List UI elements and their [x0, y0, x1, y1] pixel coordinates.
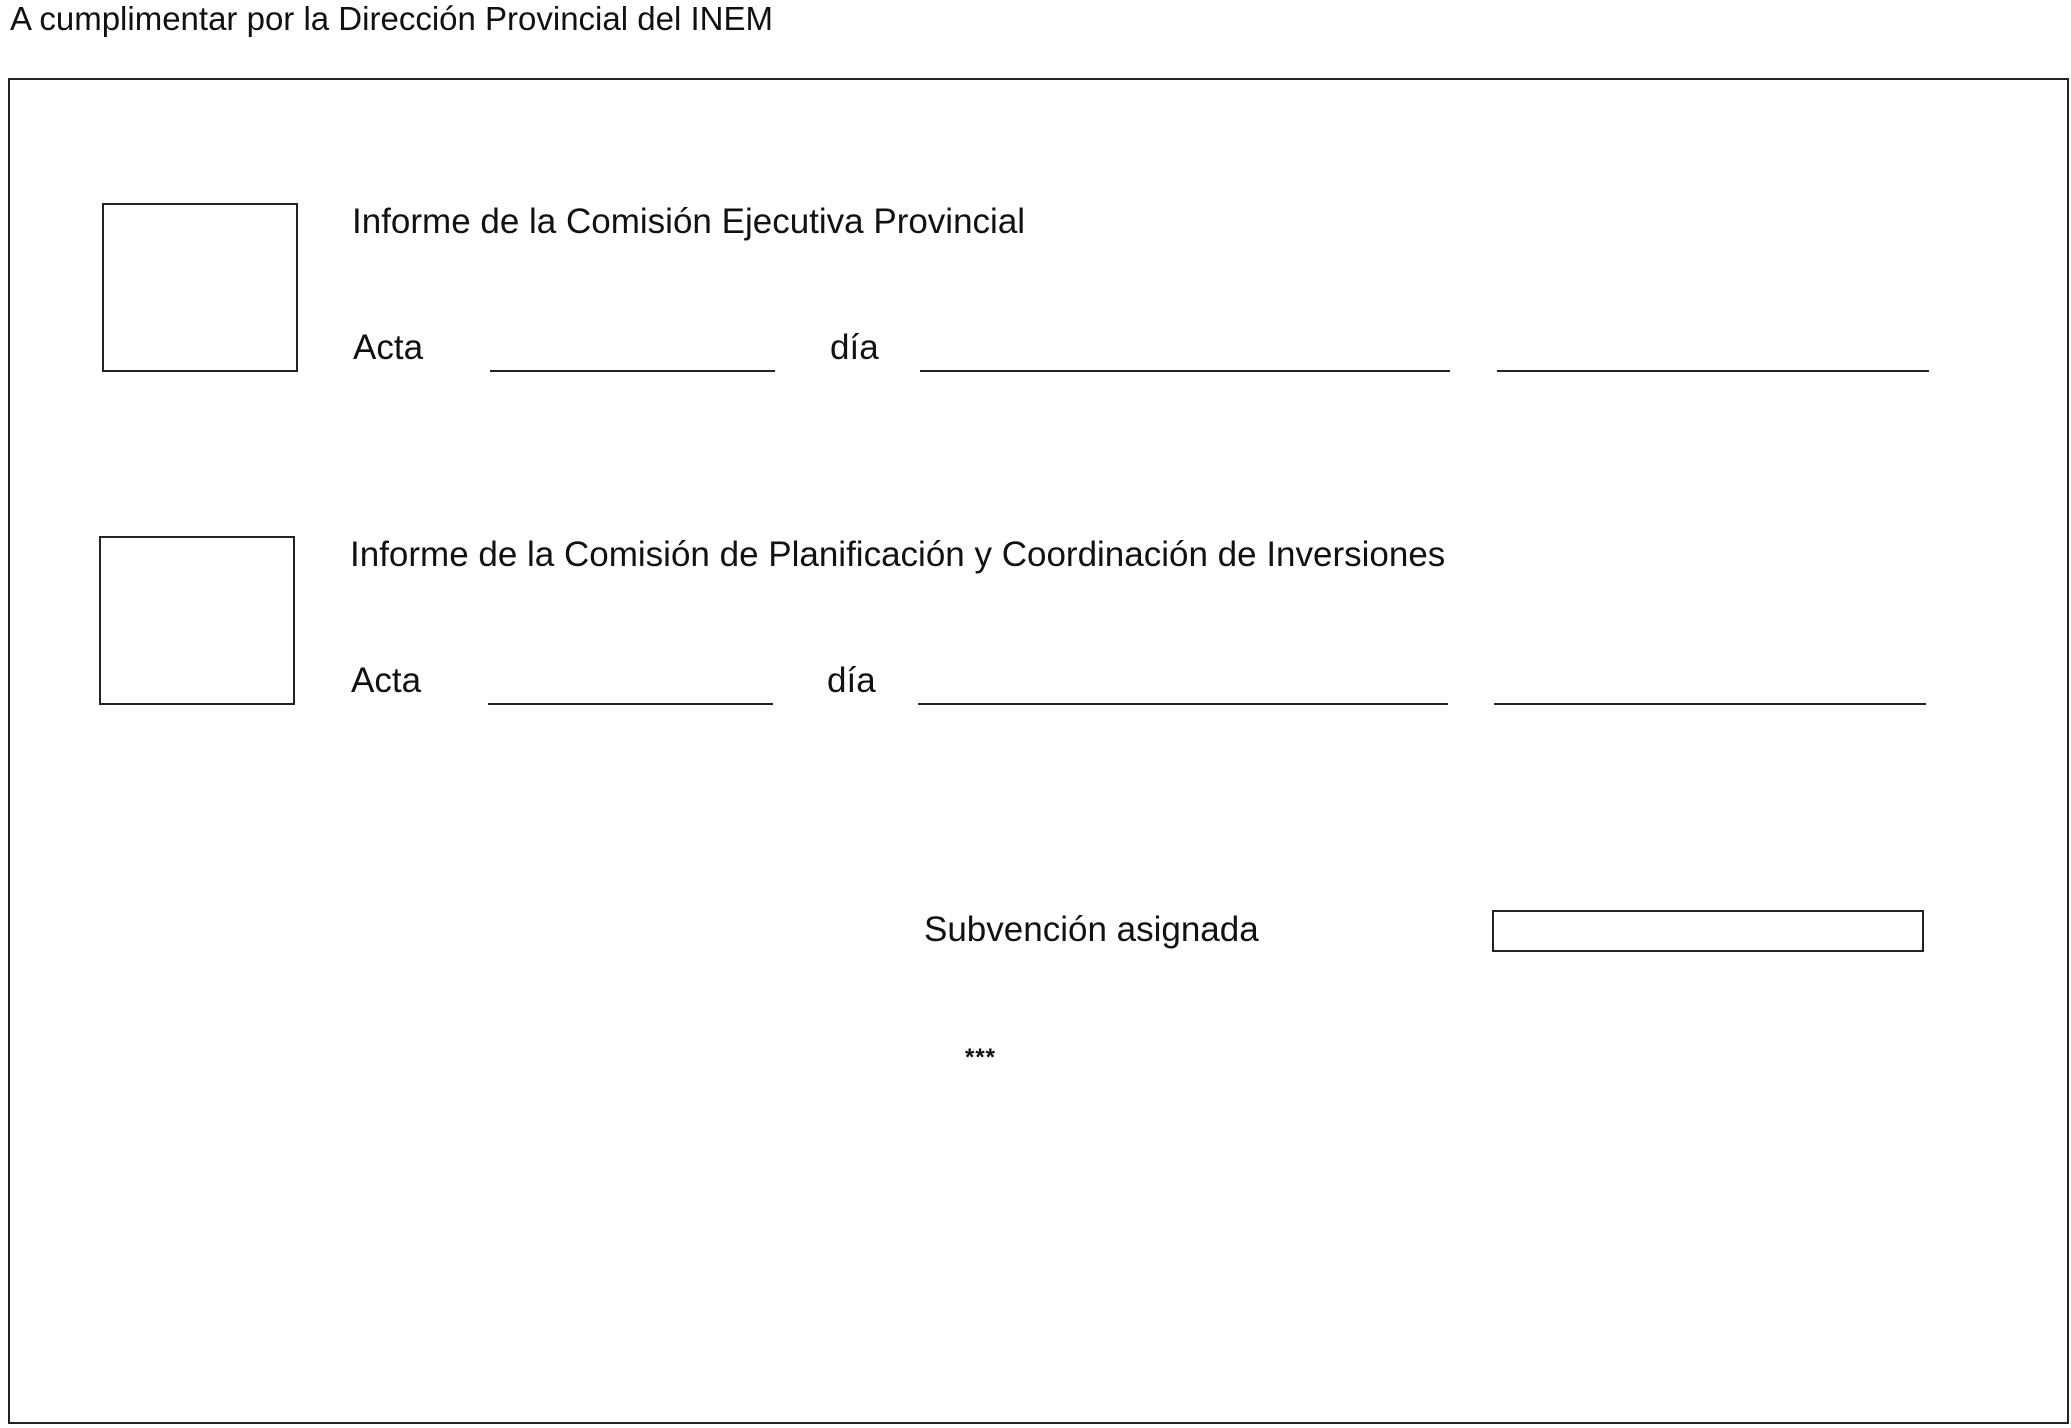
acta-number-line[interactable]	[490, 370, 775, 372]
dia-date-line[interactable]	[920, 370, 1450, 372]
subvencion-amount-field[interactable]	[1492, 910, 1924, 952]
form-heading: A cumplimentar por la Dirección Provincial del INEM	[10, 0, 773, 37]
dia-label: día	[830, 328, 879, 367]
acta-number-line[interactable]	[488, 703, 773, 705]
dia-date-line[interactable]	[918, 703, 1448, 705]
checkbox-comision-planificacion[interactable]	[99, 536, 295, 705]
section-title-comision-ejecutiva: Informe de la Comisión Ejecutiva Provincial	[352, 202, 1026, 241]
extra-date-line[interactable]	[1494, 703, 1926, 705]
section-title-comision-planificacion: Informe de la Comisión de Planificación y Coordinación de Inversiones	[350, 535, 1446, 574]
dia-label: día	[827, 661, 876, 700]
acta-label: Acta	[351, 661, 422, 700]
subvencion-label: Subvención asignada	[924, 910, 1259, 949]
acta-label: Acta	[353, 328, 424, 367]
checkbox-comision-ejecutiva[interactable]	[102, 203, 298, 372]
extra-date-line[interactable]	[1497, 370, 1929, 372]
separator-stars: ***	[965, 1044, 997, 1071]
form-frame	[8, 78, 2069, 1424]
